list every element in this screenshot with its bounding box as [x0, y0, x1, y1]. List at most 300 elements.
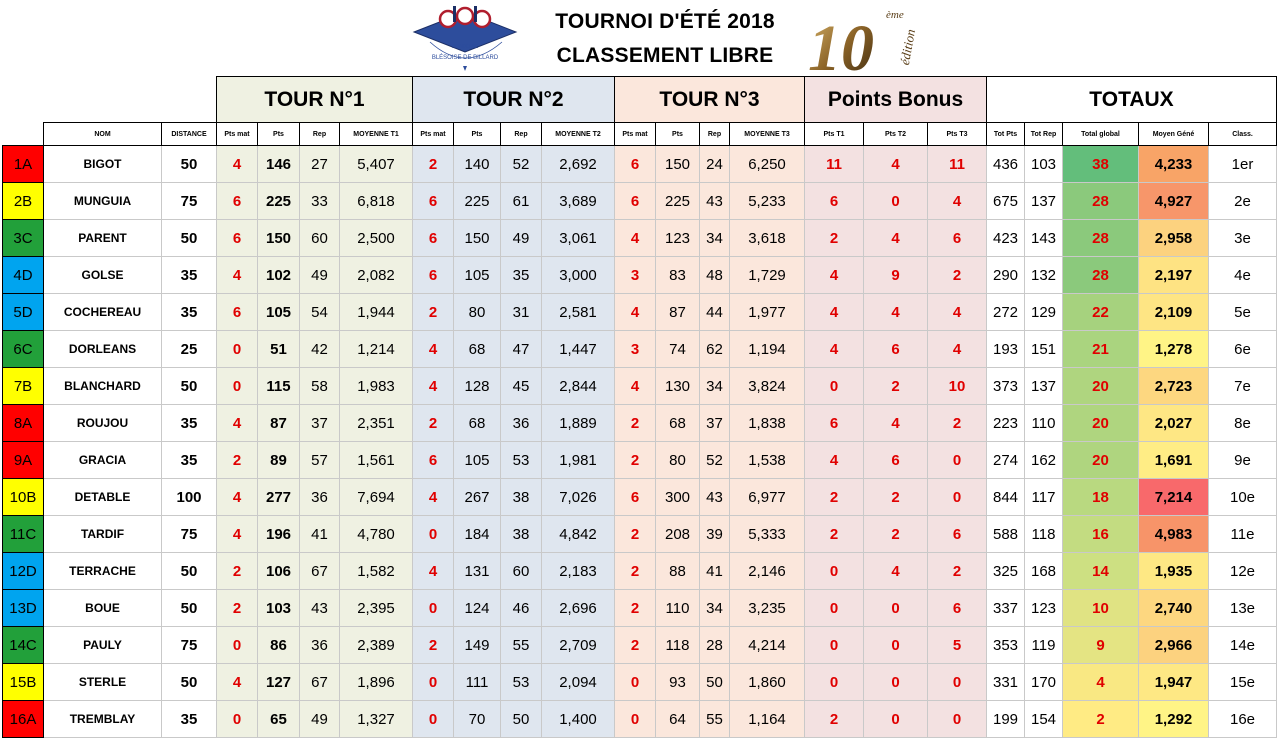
pts-t1: 89 [258, 442, 300, 479]
rep-t1: 33 [300, 183, 340, 220]
group-points-bonus: Points Bonus [805, 77, 987, 123]
table-row [3, 294, 1277, 331]
pts-t3: 130 [656, 368, 700, 405]
edition-suffix: ème [886, 9, 904, 21]
moyenne-t2: 7,026 [542, 479, 615, 516]
total-global: 20 [1063, 405, 1139, 442]
seed-cell: 8A [3, 405, 44, 442]
column-header-row [3, 123, 1277, 146]
bonus-t2: 2 [864, 516, 928, 553]
seed-cell: 6C [3, 331, 44, 368]
pts-t2: 124 [454, 590, 501, 627]
player-name: COCHEREAU [44, 294, 162, 331]
pts-mat-t3: 6 [615, 479, 656, 516]
rep-t2: 50 [501, 701, 542, 738]
classement: 8e [1209, 405, 1277, 442]
pts-t1: 103 [258, 590, 300, 627]
moyenne-generale: 2,966 [1139, 627, 1209, 664]
player-name: GOLSE [44, 257, 162, 294]
distance-cell: 35 [162, 257, 217, 294]
moyenne-t2: 2,094 [542, 664, 615, 701]
total-global: 9 [1063, 627, 1139, 664]
pts-t2: 70 [454, 701, 501, 738]
moyenne-generale: 7,214 [1139, 479, 1209, 516]
group-totaux: TOTAUX [987, 77, 1277, 123]
pts-mat-t3: 6 [615, 183, 656, 220]
pts-mat-t1: 0 [217, 331, 258, 368]
pts-mat-t3: 3 [615, 331, 656, 368]
tot-pts: 373 [987, 368, 1025, 405]
classement: 1er [1209, 146, 1277, 183]
pts-t1: 146 [258, 146, 300, 183]
pts-mat-t1: 4 [217, 146, 258, 183]
moyenne-generale: 2,109 [1139, 294, 1209, 331]
col-header: Tot Rep [1025, 123, 1063, 146]
rep-t2: 45 [501, 368, 542, 405]
tot-rep: 170 [1025, 664, 1063, 701]
logo-text-1: ACADÉMIE [451, 44, 479, 50]
moyenne-t3: 3,618 [730, 220, 805, 257]
moyenne-t2: 2,709 [542, 627, 615, 664]
pts-mat-t2: 2 [413, 146, 454, 183]
moyenne-t3: 1,729 [730, 257, 805, 294]
rep-t3: 44 [700, 294, 730, 331]
page-title: TOURNOI D'ÉTÉ 2018 [555, 10, 775, 33]
bonus-t2: 4 [864, 220, 928, 257]
distance-cell: 50 [162, 146, 217, 183]
player-name: PARENT [44, 220, 162, 257]
classement: 14e [1209, 627, 1277, 664]
pts-mat-t3: 4 [615, 294, 656, 331]
rep-t2: 52 [501, 146, 542, 183]
moyenne-t1: 2,082 [340, 257, 413, 294]
pts-t2: 105 [454, 257, 501, 294]
moyenne-t2: 3,061 [542, 220, 615, 257]
bonus-t2: 0 [864, 183, 928, 220]
bonus-t2: 2 [864, 479, 928, 516]
col-header: Total global [1063, 123, 1139, 146]
moyenne-t3: 3,824 [730, 368, 805, 405]
moyenne-generale: 1,691 [1139, 442, 1209, 479]
bonus-t2: 0 [864, 590, 928, 627]
moyenne-t2: 4,842 [542, 516, 615, 553]
rep-t3: 43 [700, 479, 730, 516]
moyenne-generale: 4,233 [1139, 146, 1209, 183]
tot-rep: 162 [1025, 442, 1063, 479]
moyenne-generale: 1,935 [1139, 553, 1209, 590]
pts-t3: 64 [656, 701, 700, 738]
classement: 6e [1209, 331, 1277, 368]
moyenne-t2: 2,696 [542, 590, 615, 627]
edition-badge [806, 2, 926, 74]
moyenne-t1: 1,327 [340, 701, 413, 738]
rep-t1: 27 [300, 146, 340, 183]
rep-t2: 60 [501, 553, 542, 590]
bonus-t2: 4 [864, 553, 928, 590]
pts-t1: 115 [258, 368, 300, 405]
rep-t2: 36 [501, 405, 542, 442]
moyenne-t1: 1,944 [340, 294, 413, 331]
classement: 10e [1209, 479, 1277, 516]
pts-t3: 123 [656, 220, 700, 257]
tot-rep: 137 [1025, 368, 1063, 405]
bonus-t2: 4 [864, 405, 928, 442]
tot-rep: 168 [1025, 553, 1063, 590]
total-global: 28 [1063, 183, 1139, 220]
pts-t1: 127 [258, 664, 300, 701]
moyenne-generale: 2,723 [1139, 368, 1209, 405]
classement: 12e [1209, 553, 1277, 590]
tot-rep: 117 [1025, 479, 1063, 516]
col-header: Moyen Géné [1139, 123, 1209, 146]
tot-pts: 353 [987, 627, 1025, 664]
rep-t3: 43 [700, 183, 730, 220]
pts-t1: 87 [258, 405, 300, 442]
bonus-t1: 4 [805, 294, 864, 331]
total-global: 2 [1063, 701, 1139, 738]
seed-cell: 9A [3, 442, 44, 479]
distance-cell: 75 [162, 516, 217, 553]
moyenne-generale: 1,292 [1139, 701, 1209, 738]
bonus-t1: 2 [805, 220, 864, 257]
pts-mat-t2: 6 [413, 257, 454, 294]
pts-mat-t1: 0 [217, 627, 258, 664]
rep-t1: 60 [300, 220, 340, 257]
edition-word: édition [896, 28, 919, 67]
moyenne-t3: 1,164 [730, 701, 805, 738]
player-name: TARDIF [44, 516, 162, 553]
total-global: 28 [1063, 257, 1139, 294]
rep-t3: 24 [700, 146, 730, 183]
pts-mat-t3: 0 [615, 701, 656, 738]
col-header: Pts T2 [864, 123, 928, 146]
table-row [3, 257, 1277, 294]
pts-mat-t1: 4 [217, 257, 258, 294]
distance-cell: 75 [162, 627, 217, 664]
classement: 3e [1209, 220, 1277, 257]
moyenne-t2: 2,692 [542, 146, 615, 183]
total-global: 21 [1063, 331, 1139, 368]
tot-rep: 151 [1025, 331, 1063, 368]
moyenne-generale: 2,027 [1139, 405, 1209, 442]
player-name: PAULY [44, 627, 162, 664]
club-logo [410, 2, 520, 74]
pts-mat-t1: 2 [217, 590, 258, 627]
bonus-t1: 2 [805, 516, 864, 553]
bonus-t1: 0 [805, 553, 864, 590]
pts-t1: 51 [258, 331, 300, 368]
moyenne-t2: 1,981 [542, 442, 615, 479]
pts-t2: 150 [454, 220, 501, 257]
seed-cell: 1A [3, 146, 44, 183]
moyenne-t2: 3,000 [542, 257, 615, 294]
group-header-row [3, 77, 1277, 123]
table-row [3, 331, 1277, 368]
rep-t3: 62 [700, 331, 730, 368]
bonus-t3: 6 [928, 516, 987, 553]
col-header: NOM [44, 123, 162, 146]
rep-t2: 46 [501, 590, 542, 627]
col-header: Rep [501, 123, 542, 146]
tot-pts: 436 [987, 146, 1025, 183]
classement: 9e [1209, 442, 1277, 479]
moyenne-t2: 3,689 [542, 183, 615, 220]
player-name: DETABLE [44, 479, 162, 516]
pts-t3: 118 [656, 627, 700, 664]
distance-cell: 50 [162, 664, 217, 701]
col-header: Rep [300, 123, 340, 146]
rep-t2: 61 [501, 183, 542, 220]
pts-mat-t1: 0 [217, 701, 258, 738]
bonus-t3: 6 [928, 220, 987, 257]
bonus-t2: 4 [864, 146, 928, 183]
moyenne-t2: 1,400 [542, 701, 615, 738]
seed-cell: 12D [3, 553, 44, 590]
moyenne-generale: 2,740 [1139, 590, 1209, 627]
pts-mat-t2: 2 [413, 627, 454, 664]
bonus-t2: 9 [864, 257, 928, 294]
pts-mat-t3: 4 [615, 220, 656, 257]
moyenne-t3: 5,233 [730, 183, 805, 220]
bonus-t1: 2 [805, 479, 864, 516]
edition-number: 10 [808, 12, 874, 74]
pts-t3: 83 [656, 257, 700, 294]
classement: 15e [1209, 664, 1277, 701]
col-header: Class. [1209, 123, 1277, 146]
total-global: 38 [1063, 146, 1139, 183]
col-header: MOYENNE T1 [340, 123, 413, 146]
bonus-t2: 0 [864, 664, 928, 701]
rep-t2: 47 [501, 331, 542, 368]
bonus-t3: 5 [928, 627, 987, 664]
rep-t2: 38 [501, 516, 542, 553]
rep-t1: 43 [300, 590, 340, 627]
table-row [3, 479, 1277, 516]
table-row [3, 146, 1277, 183]
total-global: 10 [1063, 590, 1139, 627]
tot-rep: 118 [1025, 516, 1063, 553]
seed-cell: 15B [3, 664, 44, 701]
tot-pts: 223 [987, 405, 1025, 442]
moyenne-t2: 2,581 [542, 294, 615, 331]
bonus-t1: 6 [805, 405, 864, 442]
pts-mat-t1: 4 [217, 664, 258, 701]
tot-rep: 123 [1025, 590, 1063, 627]
bonus-t1: 6 [805, 183, 864, 220]
ranking-table [2, 76, 1277, 738]
pts-mat-t3: 3 [615, 257, 656, 294]
rep-t1: 57 [300, 442, 340, 479]
rep-t1: 67 [300, 664, 340, 701]
bonus-t3: 4 [928, 331, 987, 368]
col-header: Pts [656, 123, 700, 146]
pts-t2: 105 [454, 442, 501, 479]
bonus-t3: 2 [928, 405, 987, 442]
moyenne-t1: 4,780 [340, 516, 413, 553]
bonus-t1: 2 [805, 701, 864, 738]
pts-mat-t2: 6 [413, 442, 454, 479]
total-global: 18 [1063, 479, 1139, 516]
rep-t3: 34 [700, 220, 730, 257]
bonus-t3: 11 [928, 146, 987, 183]
moyenne-t3: 6,977 [730, 479, 805, 516]
table-row [3, 664, 1277, 701]
distance-cell: 50 [162, 220, 217, 257]
rep-t3: 50 [700, 664, 730, 701]
pts-mat-t2: 2 [413, 405, 454, 442]
pts-t1: 225 [258, 183, 300, 220]
bonus-t1: 0 [805, 590, 864, 627]
rep-t1: 54 [300, 294, 340, 331]
pts-mat-t1: 2 [217, 442, 258, 479]
col-header: MOYENNE T2 [542, 123, 615, 146]
bonus-t2: 2 [864, 368, 928, 405]
total-global: 16 [1063, 516, 1139, 553]
seed-cell: 4D [3, 257, 44, 294]
tot-pts: 331 [987, 664, 1025, 701]
distance-cell: 50 [162, 553, 217, 590]
player-name: TERRACHE [44, 553, 162, 590]
moyenne-generale: 4,927 [1139, 183, 1209, 220]
seed-cell: 13D [3, 590, 44, 627]
moyenne-t1: 1,896 [340, 664, 413, 701]
bonus-t3: 0 [928, 664, 987, 701]
rep-t1: 49 [300, 701, 340, 738]
bonus-t3: 4 [928, 294, 987, 331]
pts-t3: 93 [656, 664, 700, 701]
distance-cell: 25 [162, 331, 217, 368]
distance-cell: 50 [162, 590, 217, 627]
classement: 11e [1209, 516, 1277, 553]
bonus-t1: 4 [805, 442, 864, 479]
pts-mat-t3: 2 [615, 405, 656, 442]
bonus-t1: 0 [805, 664, 864, 701]
table-row [3, 553, 1277, 590]
pts-t3: 80 [656, 442, 700, 479]
pts-mat-t3: 2 [615, 553, 656, 590]
rep-t3: 39 [700, 516, 730, 553]
moyenne-t1: 7,694 [340, 479, 413, 516]
moyenne-t2: 1,889 [542, 405, 615, 442]
player-name: BLANCHARD [44, 368, 162, 405]
rep-t3: 34 [700, 590, 730, 627]
classement: 16e [1209, 701, 1277, 738]
tot-pts: 290 [987, 257, 1025, 294]
tot-rep: 110 [1025, 405, 1063, 442]
col-header: Pts mat [615, 123, 656, 146]
pts-mat-t3: 4 [615, 368, 656, 405]
moyenne-t1: 2,500 [340, 220, 413, 257]
pts-mat-t2: 0 [413, 664, 454, 701]
pts-t1: 86 [258, 627, 300, 664]
rep-t2: 31 [501, 294, 542, 331]
seed-cell: 2B [3, 183, 44, 220]
total-global: 28 [1063, 220, 1139, 257]
pts-t3: 74 [656, 331, 700, 368]
rep-t1: 36 [300, 479, 340, 516]
page-subtitle: CLASSEMENT LIBRE [556, 44, 774, 67]
rep-t2: 38 [501, 479, 542, 516]
pts-mat-t3: 2 [615, 516, 656, 553]
tot-rep: 119 [1025, 627, 1063, 664]
rep-t2: 53 [501, 442, 542, 479]
bonus-t2: 6 [864, 442, 928, 479]
tot-pts: 844 [987, 479, 1025, 516]
moyenne-t3: 1,194 [730, 331, 805, 368]
seed-cell: 3C [3, 220, 44, 257]
rep-t1: 41 [300, 516, 340, 553]
bonus-t1: 4 [805, 257, 864, 294]
player-name: MUNGUIA [44, 183, 162, 220]
moyenne-generale: 2,197 [1139, 257, 1209, 294]
bonus-t3: 10 [928, 368, 987, 405]
pts-mat-t3: 2 [615, 442, 656, 479]
tot-pts: 588 [987, 516, 1025, 553]
tot-rep: 154 [1025, 701, 1063, 738]
distance-cell: 35 [162, 294, 217, 331]
group-tour-2: TOUR N°2 [413, 77, 615, 123]
pts-t1: 105 [258, 294, 300, 331]
tot-rep: 132 [1025, 257, 1063, 294]
table-row [3, 183, 1277, 220]
table-row [3, 368, 1277, 405]
pts-mat-t1: 6 [217, 183, 258, 220]
bonus-t3: 0 [928, 479, 987, 516]
classement: 13e [1209, 590, 1277, 627]
moyenne-t1: 5,407 [340, 146, 413, 183]
pts-t2: 184 [454, 516, 501, 553]
rep-t1: 36 [300, 627, 340, 664]
pts-t1: 277 [258, 479, 300, 516]
bonus-t1: 0 [805, 368, 864, 405]
bonus-t3: 6 [928, 590, 987, 627]
pts-mat-t2: 4 [413, 553, 454, 590]
moyenne-t3: 1,860 [730, 664, 805, 701]
moyenne-generale: 1,947 [1139, 664, 1209, 701]
pts-mat-t2: 0 [413, 590, 454, 627]
bonus-t2: 4 [864, 294, 928, 331]
tot-rep: 129 [1025, 294, 1063, 331]
classement: 4e [1209, 257, 1277, 294]
pts-mat-t2: 2 [413, 294, 454, 331]
report-header [0, 0, 1287, 76]
pts-t2: 80 [454, 294, 501, 331]
bonus-t1: 11 [805, 146, 864, 183]
moyenne-t3: 1,977 [730, 294, 805, 331]
distance-cell: 75 [162, 183, 217, 220]
pts-t3: 300 [656, 479, 700, 516]
pts-t2: 131 [454, 553, 501, 590]
pts-t1: 150 [258, 220, 300, 257]
pts-t2: 225 [454, 183, 501, 220]
pts-t3: 225 [656, 183, 700, 220]
total-global: 4 [1063, 664, 1139, 701]
moyenne-t1: 1,561 [340, 442, 413, 479]
moyenne-t3: 5,333 [730, 516, 805, 553]
rep-t1: 37 [300, 405, 340, 442]
tot-rep: 137 [1025, 183, 1063, 220]
col-header: Tot Pts [987, 123, 1025, 146]
bonus-t3: 0 [928, 442, 987, 479]
rep-t2: 35 [501, 257, 542, 294]
bonus-t3: 0 [928, 701, 987, 738]
seed-cell: 16A [3, 701, 44, 738]
moyenne-t3: 4,214 [730, 627, 805, 664]
tot-pts: 325 [987, 553, 1025, 590]
moyenne-t1: 1,582 [340, 553, 413, 590]
tot-pts: 199 [987, 701, 1025, 738]
moyenne-t2: 2,844 [542, 368, 615, 405]
